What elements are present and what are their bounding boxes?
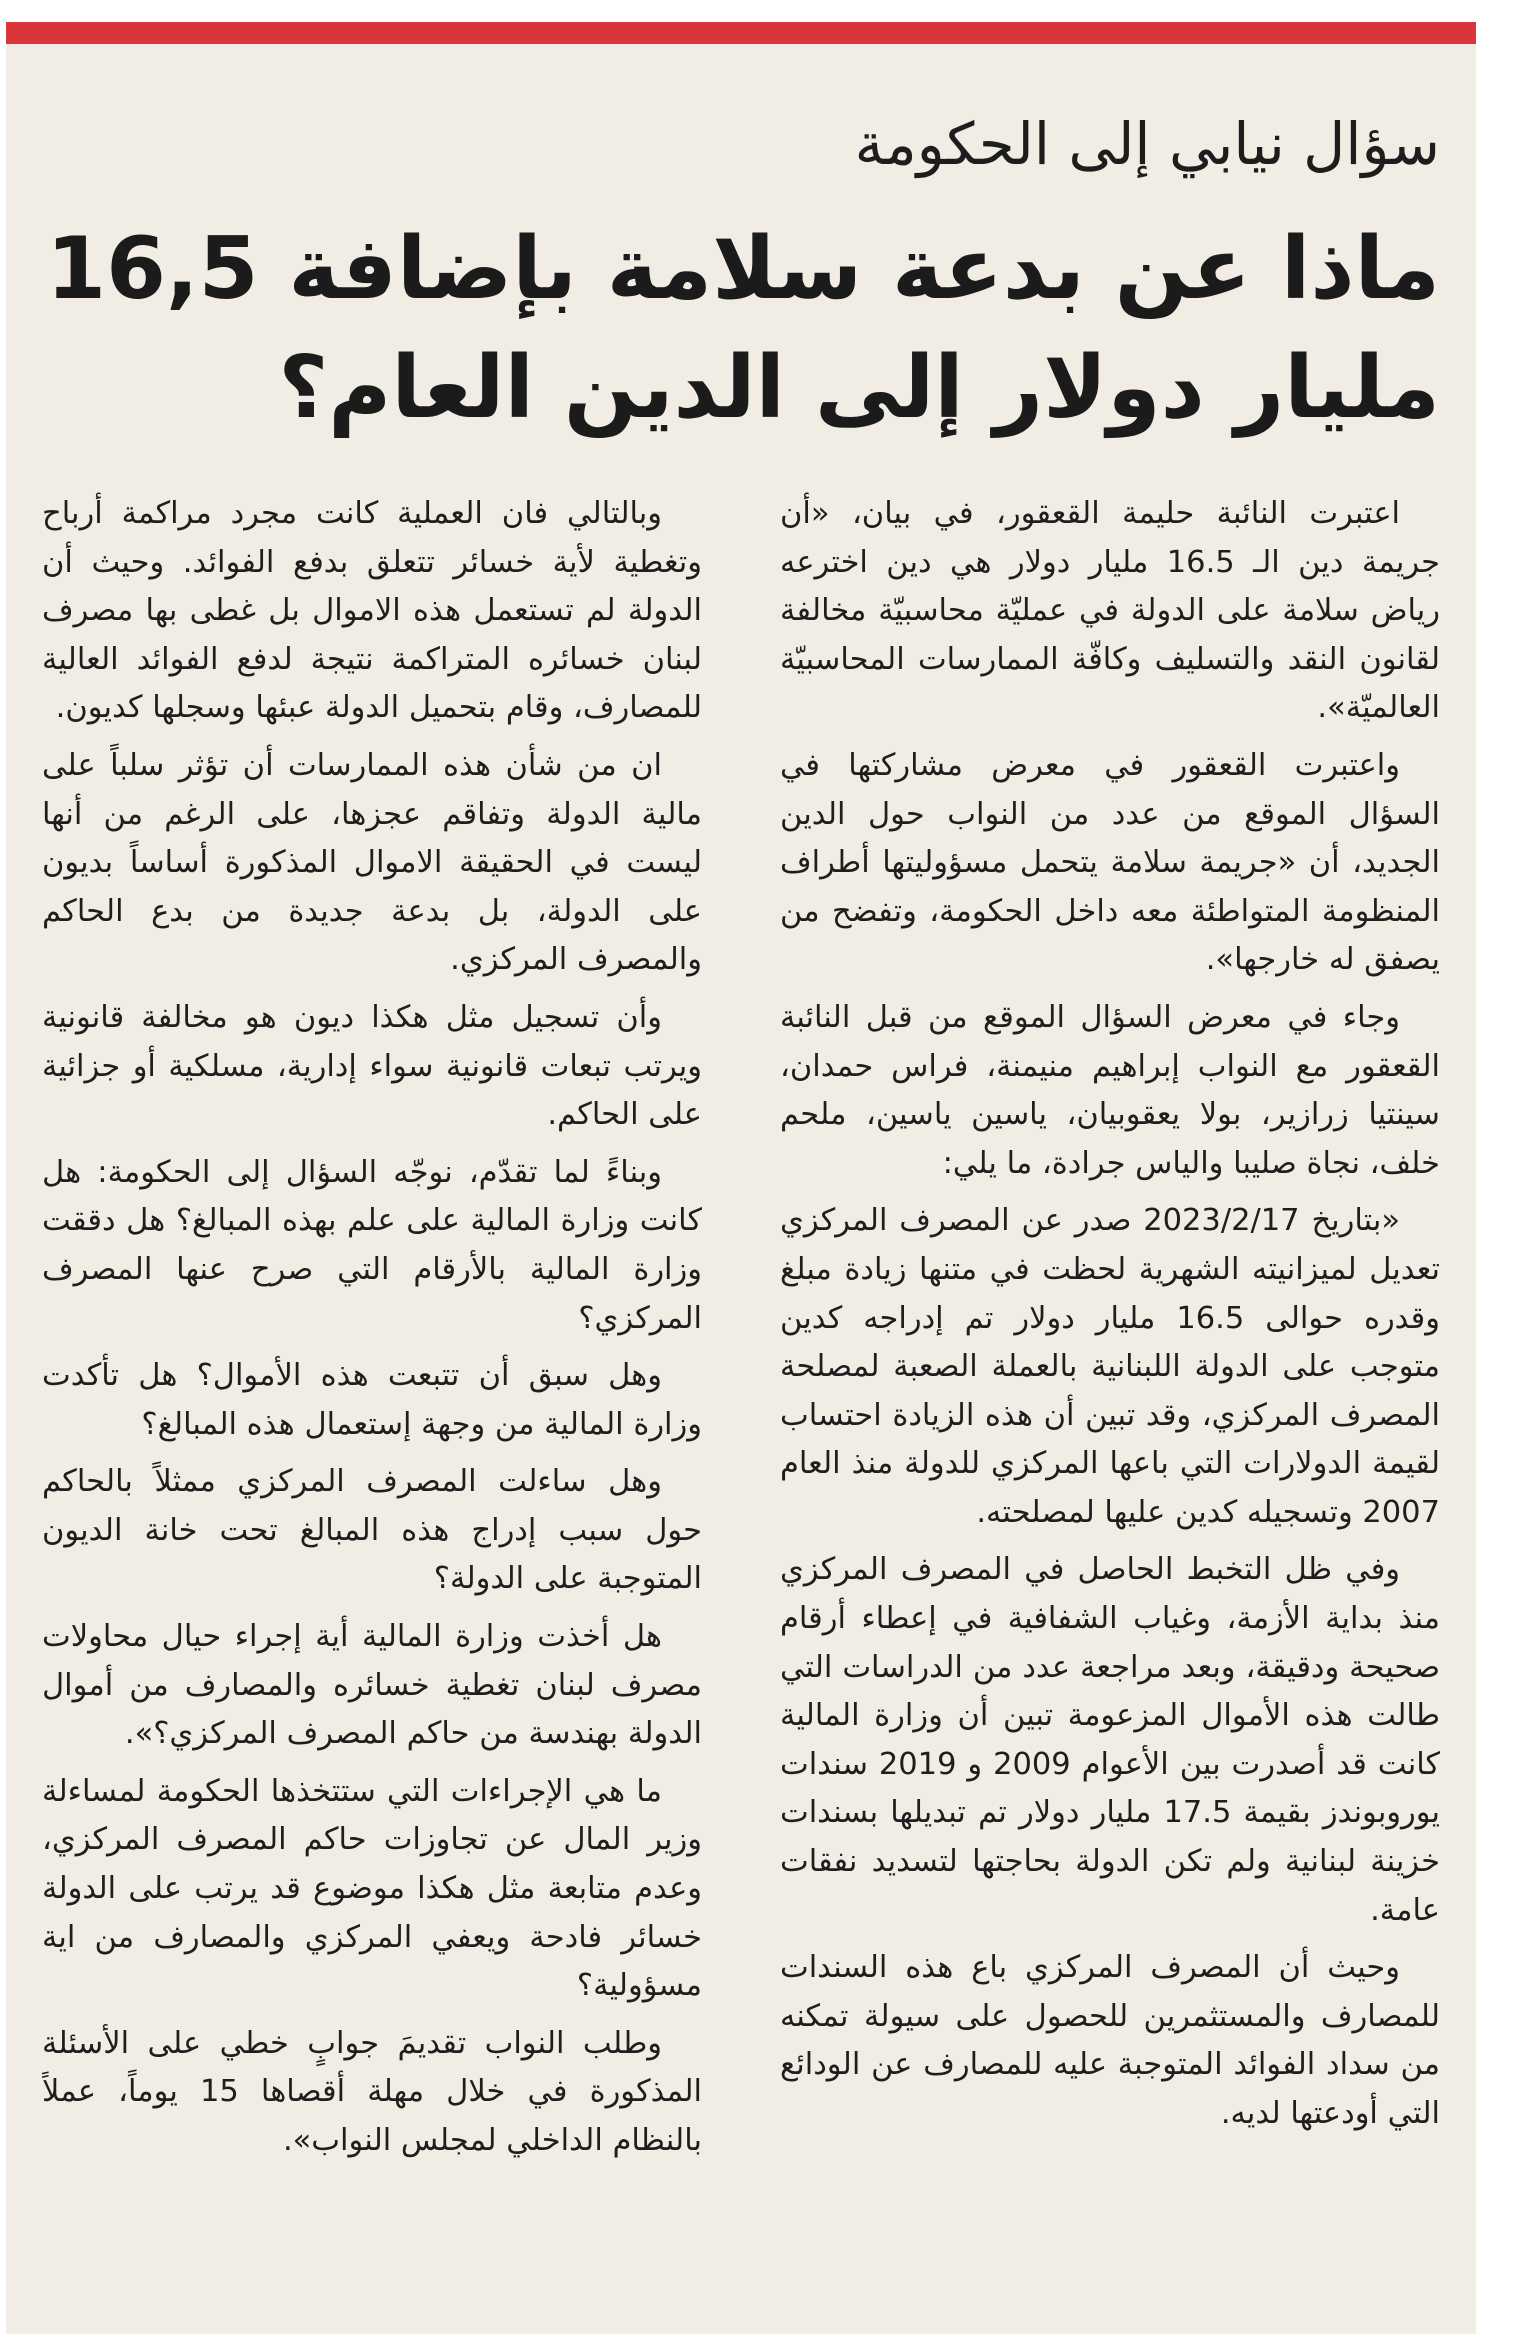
paragraph: ان من شأن هذه الممارسات أن تؤثر سلباً على مالية الدولة وتفاقم عجزها، على الرغم من أنها ليست في الحقيقة الاموال المذكورة أساساً بديون على الدولة، بل بدعة جديدة من بدع الحاكم والمصرف المركزي. [42, 747, 702, 978]
paragraph: وأن تسجيل مثل هكذا ديون هو مخالفة قانونية ويرتب تبعات قانونية سواء إدارية، مسلكية أو جزائية على الحاكم. [42, 999, 702, 1133]
newspaper-clipping [6, 22, 1476, 2334]
paragraph: هل أخذت وزارة المالية أية إجراء حيال محاولات مصرف لبنان تغطية خسائره والمصارف من أموال الدولة بهندسة من حاكم المصرف المركزي؟». [42, 1619, 702, 1752]
paragraph: «بتاريخ 2023/2/17 صدر عن المصرف المركزي تعديل لميزانيته الشهرية لحظت في متنها زيادة مبلغ وقدره حوالى 16.5 مليار دولار تم إدراجه كدين متوجب على الدولة اللبنانية بالعملة الصعبة لمصلحة المصرف المركزي، وقد تبين أن هذه الزيادة احتساب لقيمة الدولارات التي باعها المركزي للدولة منذ العام 2007 وتسجيله كدين عليها لمصلحته. [780, 1203, 1440, 1530]
paragraph: وبالتالي فان العملية كانت مجرد مراكمة أرباح وتغطية لأية خسائر تتعلق بدفع الفوائد. وحيث أن الدولة لم تستعمل هذه الاموال بل غطى بها مصرف لبنان خسائره المتراكمة نتيجة لدفع الفوائد العالية للمصارف، وقام بتحميل الدولة عبئها وسجلها كديون. [42, 496, 702, 726]
paragraph: وطلب النواب تقديمَ جوابٍ خطي على الأسئلة المذكورة في خلال مهلة أقصاها 15 يوماً، عملاً بالنظام الداخلي لمجلس النواب». [42, 2025, 702, 2158]
article-kicker: سؤال نيابي إلى الحكومة [854, 110, 1440, 178]
paragraph: ما هي الإجراءات التي ستتخذها الحكومة لمساءلة وزير المال عن تجاوزات حاكم المصرف المركزي، وعدم متابعة مثل هكذا موضوع قد يرتب على الدولة خسائر فادحة ويعفي المركزي والمصارف من اية مسؤولية؟ [42, 1773, 702, 2004]
paragraph: وهل سبق أن تتبعت هذه الأموال؟ هل تأكدت وزارة المالية من وجهة إستعمال هذه المبالغ؟ [42, 1358, 702, 1442]
paragraph: وفي ظل التخبط الحاصل في المصرف المركزي منذ بداية الأزمة، وغياب الشفافية في إعطاء أرقام صحيحة ودقيقة، وبعد مراجعة عدد من الدراسات التي طالت هذه الأموال المزعومة تبين أن وزارة المالية كانت قد أصدرت بين الأعوام 2009 و 2019 سندات يوروبوندز بقيمة 17.5 مليار دولار تم تبديلها بسندات خزينة لبنانية ولم تكن الدولة بحاجتها لتسديد نفقات عامة. [780, 1552, 1440, 1928]
paragraph: وبناءً لما تقدّم، نوجّه السؤال إلى الحكومة: هل كانت وزارة المالية على علم بهذه المبالغ؟ هل دققت وزارة المالية بالأرقام التي صرح عنها المصرف المركزي؟ [42, 1154, 702, 1336]
paragraph: واعتبرت القعقور في معرض مشاركتها في السؤال الموقع من عدد من النواب حول الدين الجديد، أن «جريمة سلامة يتحمل مسؤوليتها أطراف المنظومة المتواطئة معه داخل الحكومة، وتفضح من يصفق له خارجها». [780, 747, 1440, 978]
article-column-left [42, 490, 702, 2310]
paragraph: اعتبرت النائبة حليمة القعقور، في بيان، «أن جريمة دين الـ 16.5 مليار دولار هي دين اخترعه رياض سلامة على الدولة في عمليّة محاسبيّة مخالفة لقانون النقد والتسليف وكافّة الممارسات المحاسبيّة العالميّة». [780, 496, 1440, 726]
article-headline: ماذا عن بدعة سلامة بإضافة 16,5 مليار دولار إلى الدين العام؟ [46, 219, 1440, 438]
red-top-bar [6, 22, 1476, 44]
article-column-right [780, 490, 1440, 2310]
paragraph: وجاء في معرض السؤال الموقع من قبل النائبة القعقور مع النواب إبراهيم منيمنة، فراس حمدان، سينتيا زرازير، بولا يعقوبيان، ياسين ياسين، ملحم خلف، نجاة صليبا والياس جرادة، ما يلي: [780, 999, 1440, 1181]
paragraph: وحيث أن المصرف المركزي باع هذه السندات للمصارف والمستثمرين للحصول على سيولة تمكنه من سداد الفوائد المتوجبة عليه للمصارف عن الودائع التي أودعتها لديه. [780, 1950, 1440, 2131]
paragraph: وهل ساءلت المصرف المركزي ممثلاً بالحاكم حول سبب إدراج هذه المبالغ تحت خانة الديون المتوجبة على الدولة؟ [42, 1464, 702, 1597]
